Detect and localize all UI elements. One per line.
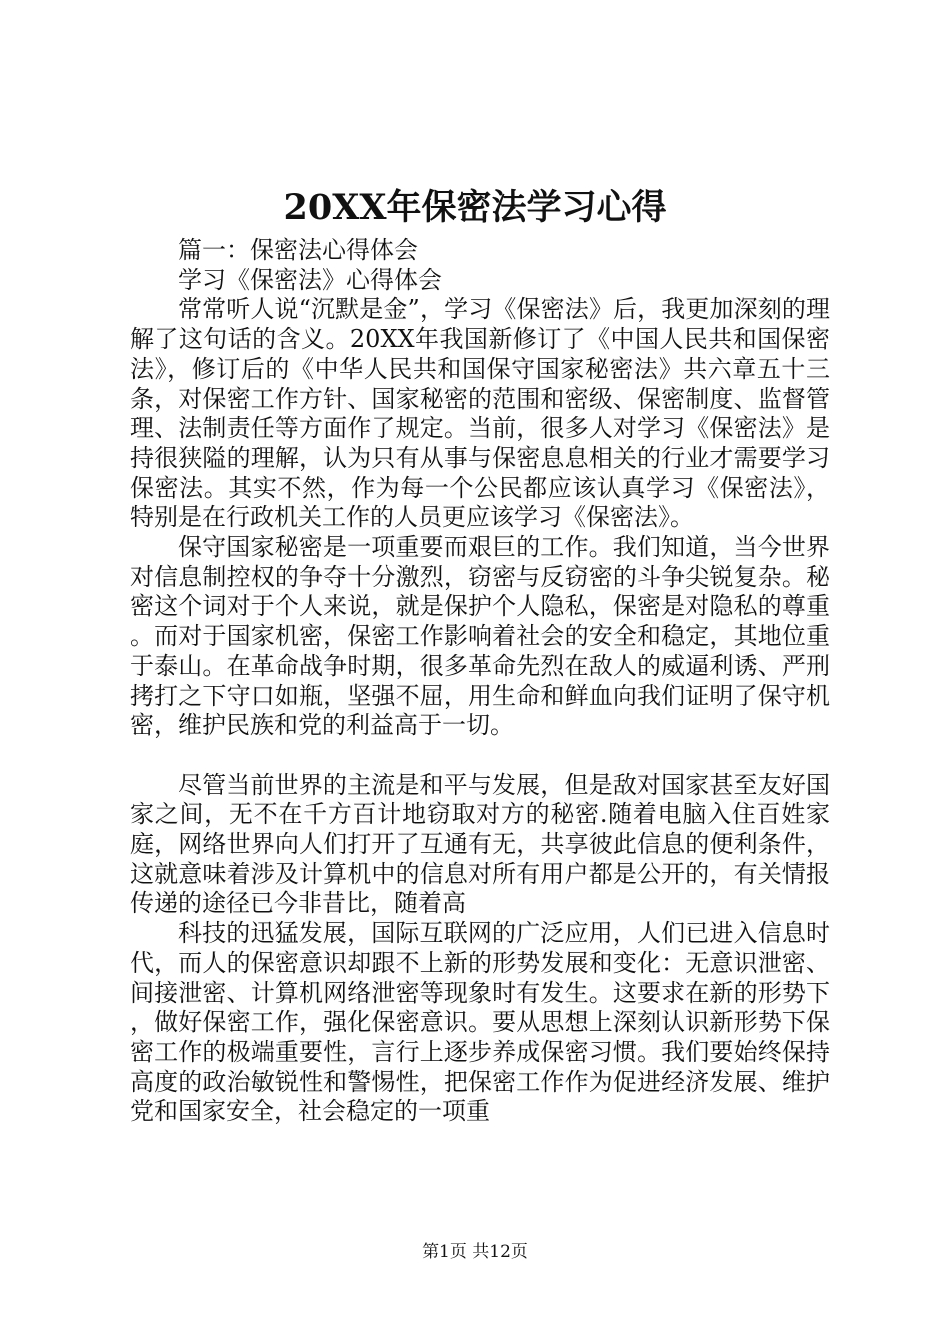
page-footer: 第1页 共12页	[422, 1242, 528, 1262]
document-title: 20XX年保密法学习心得	[283, 187, 667, 228]
section-heading: 篇一：保密法心得体会	[178, 236, 418, 264]
document-body	[130, 236, 830, 1127]
body-paragraph: 常常听人说“沉默是金”，学习《保密法》后，我更加深刻的理解了这句话的含义。20XX年我国新修订了《中国人民共和国保密法》，修订后的《中华人民共和国保守国家秘密法》共六章五十三条，对保密工作方针、国家秘密的范围和密级、保密制度、监督管理、法制责任等方面作了规定。当前，很多人对学习《保密法》是持很狭隘的理解，认为只有从事与保密息息相关的行业才需要学习保密法。其实不然，作为每一个公民都应该认真学习《保密法》，特别是在行政机关工作的人员更应该学习《保密法》。	[130, 295, 830, 532]
article-heading: 学习《保密法》心得体会	[178, 265, 442, 294]
body-paragraph: 科技的迅猛发展，国际互联网的广泛应用，人们已进入信息时代，而人的保密意识却跟不上新的形势发展和变化：无意识泄密、间接泄密、计算机网络泄密等现象时有发生。这要求在新的形势下，做好保密工作，强化保密意识。要从思想上深刻认识新形势下保密工作的极端重要性，言行上逐步养成保密习惯。我们要始终保持高度的政治敏锐性和警惕性，把保密工作作为促进经济发展、维护党和国家安全，社会稳定的一项重	[130, 919, 830, 1126]
paragraph-spacer	[130, 741, 830, 771]
body-paragraph: 尽管当前世界的主流是和平与发展，但是敌对国家甚至友好国家之间，无不在千方百计地窃取对方的秘密.随着电脑入住百姓家庭，网络世界向人们打开了互通有无，共享彼此信息的便利条件，这就意味着涉及计算机中的信息对所有用户都是公开的，有关情报传递的途径已今非昔比，随着高	[130, 770, 830, 918]
body-paragraph: 保守国家秘密是一项重要而艰巨的工作。我们知道，当今世界对信息制控权的争夺十分激烈，窃密与反窃密的斗争尖锐复杂。秘密这个词对于个人来说，就是保护个人隐私，保密是对隐私的尊重。而对于国家机密，保密工作影响着社会的安全和稳定，其地位重于泰山。在革命战争时期，很多革命先烈在敌人的威逼利诱、严刑拷打之下守口如瓶，坚强不屈，用生命和鲜血向我们证明了保守机密，维护民族和党的利益高于一切。	[130, 533, 830, 740]
